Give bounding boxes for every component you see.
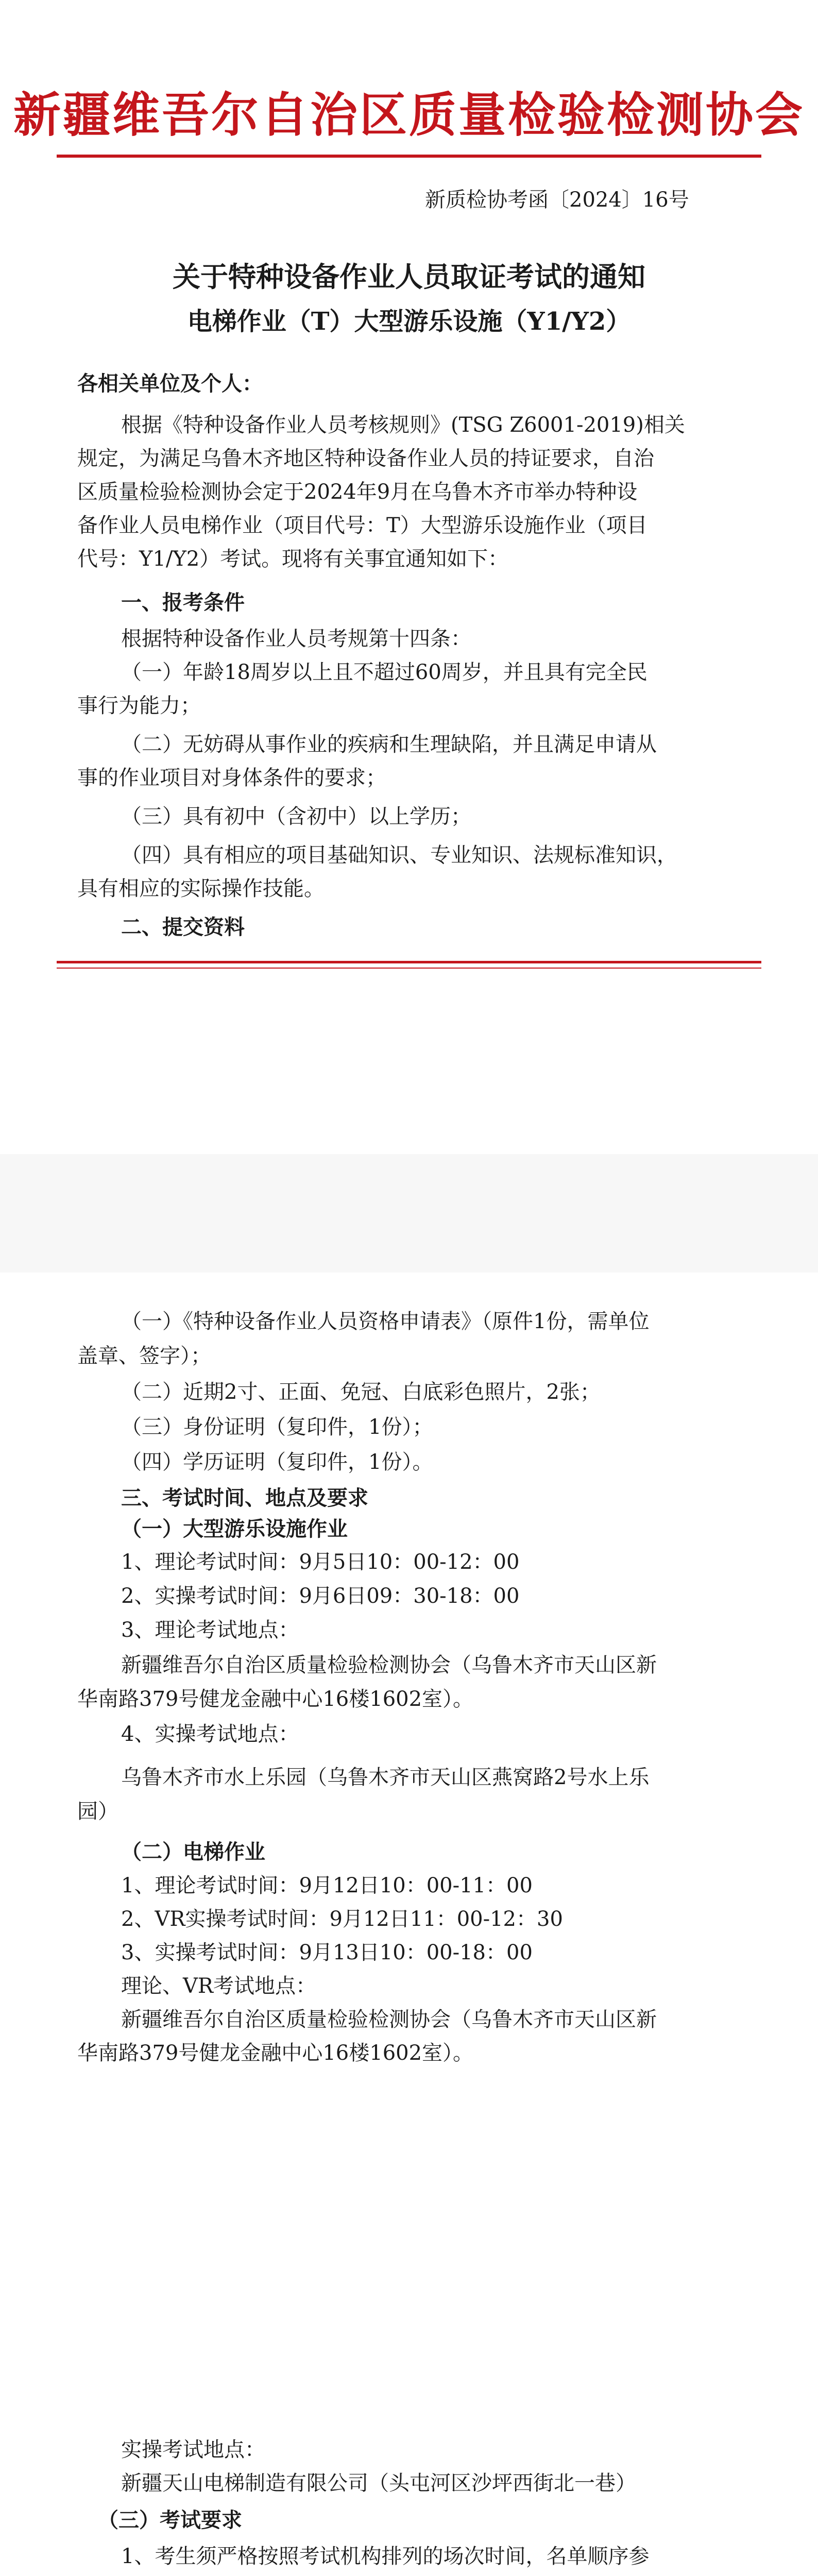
section-3-1-item: 2、实操考试时间：9月6日09：30-18：00 [121,1584,520,1608]
section-2-item: （二）近期2寸、正面、免冠、白底彩色照片，2张； [121,1380,601,1404]
section-1-item: 具有相应的实际操作技能。 [77,877,325,901]
section-3-2-item: 新疆维吾尔自治区质量检验检测协会（乌鲁木齐市天山区新 [121,2008,657,2031]
section-1-item: （二）无妨碍从事作业的疾病和生理缺陷，并且满足申请从 [121,733,657,756]
red-rule-bottom [57,961,761,963]
section-3-3-title: （三）考试要求 [98,2508,242,2532]
section-3-1-item: 4、实操考试地点： [121,1722,299,1746]
section-3-1-item: 新疆维吾尔自治区质量检验检测协会（乌鲁木齐市天山区新 [121,1653,657,1677]
section-3-1-item: 园） [77,1800,118,1823]
section-1-lead: 根据特种设备作业人员考规第十四条： [121,627,471,651]
section-2-item: 盖章、签字）； [77,1344,211,1368]
section-3-title: 三、考试时间、地点及要求 [121,1486,368,1510]
section-3-1-item: 乌鲁木齐市水上乐园（乌鲁木齐市天山区燕窝路2号水上乐 [121,1766,650,1789]
intro-line: 备作业人员电梯作业（项目代号：T）大型游乐设施作业（项目 [77,514,647,537]
section-1-title: 一、报考条件 [121,590,245,615]
notice-subtitle: 电梯作业（T）大型游乐设施（Y1/Y2） [187,307,631,336]
intro-line: 区质量检验检测协会定于2024年9月在乌鲁木齐市举办特种设 [77,480,638,504]
intro-line: 规定，为满足乌鲁木齐地区特种设备作业人员的持证要求，自治 [77,447,654,470]
section-1-item: 事行为能力； [77,694,201,718]
section-2-item: （三）身份证明（复印件，1份）； [121,1415,433,1439]
doc-number: 新质检协考函〔2024〕16号 [425,188,689,212]
section-2-title: 二、提交资料 [121,915,245,939]
section-3-2-item: 1、理论考试时间：9月12日10：00-11：00 [121,1874,533,1897]
section-1-item: （一）年龄18周岁以上且不超过60周岁，并且具有完全民 [121,660,647,684]
red-rule-top [57,155,761,158]
section-3-1-item: 3、理论考试地点： [121,1618,299,1642]
section-3-1-item: 1、理论考试时间：9月5日10：00-12：00 [121,1550,520,1574]
section-3-1-title: （一）大型游乐设施作业 [121,1517,348,1541]
section-3-2-item: 2、VR实操考试时间：9月12日11：00-12：30 [121,1907,563,1931]
section-3-1-item: 华南路379号健龙金融中心16楼1602室）。 [77,1687,474,1711]
page-gap [0,1154,818,1273]
section-3-2-item: 华南路379号健龙金融中心16楼1602室）。 [77,2041,474,2065]
section-3-2-title: （二）电梯作业 [121,1840,265,1864]
section-3-2-item: 实操考试地点： [121,2438,265,2462]
section-3-2-item: 新疆天山电梯制造有限公司（头屯河区沙坪西街北一巷） [121,2471,636,2495]
section-3-2-item: 3、实操考试时间：9月13日10：00-18：00 [121,1941,533,1964]
intro-line: 根据《特种设备作业人员考核规则》(TSG Z6001-2019)相关 [121,413,685,437]
section-1-item: （四）具有相应的项目基础知识、专业知识、法规标准知识， [121,843,677,867]
page-1 [0,0,818,1154]
red-rule-bottom-thin [57,968,761,969]
section-1-item: 事的作业项目对身体条件的要求； [77,766,386,790]
intro-line: 代号：Y1/Y2）考试。现将有关事宜通知如下： [77,547,509,571]
section-3-3-item: 1、考生须严格按照考试机构排列的场次时间，名单顺序参 [121,2545,650,2568]
salutation: 各相关单位及个人： [77,371,263,396]
notice-title: 关于特种设备作业人员取证考试的通知 [173,260,645,293]
section-2-item: （一）《特种设备作业人员资格申请表》（原件1份，需单位 [121,1310,650,1333]
section-2-item: （四）学历证明（复印件，1份）。 [121,1450,433,1474]
org-title: 新疆维吾尔自治区质量检验检测协会 [13,87,805,143]
section-1-item: （三）具有初中（含初中）以上学历； [121,805,471,828]
section-3-2-item: 理论、VR考试地点： [121,1974,317,1998]
